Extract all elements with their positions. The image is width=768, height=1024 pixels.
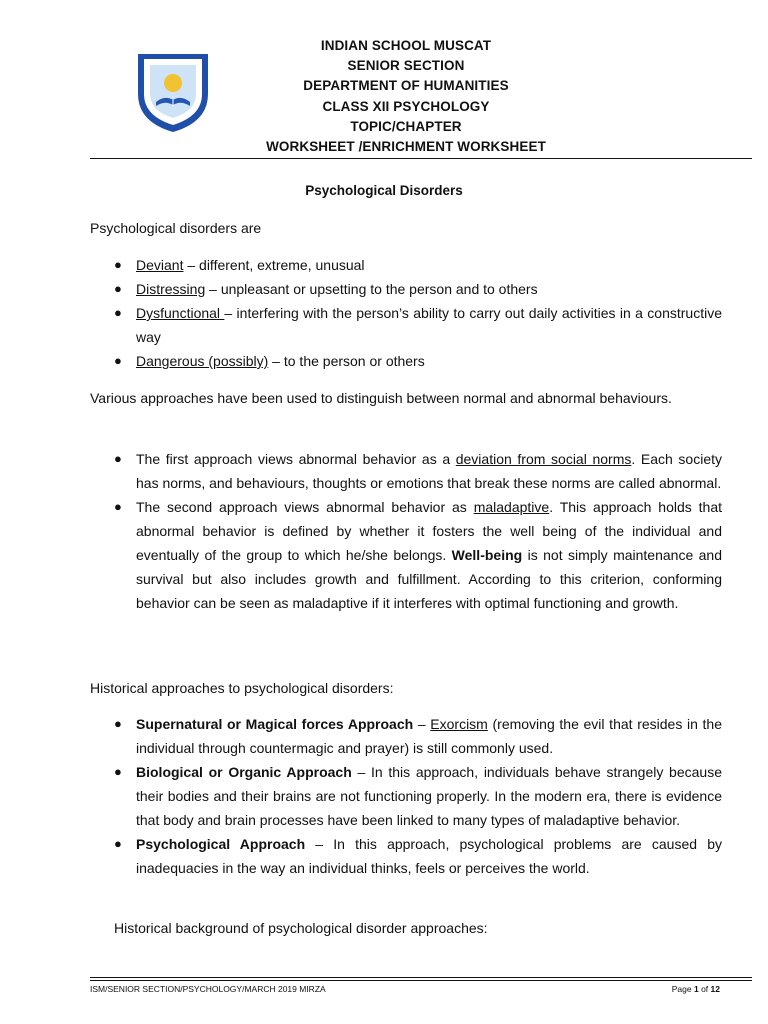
- list-item: ● Dysfunctional – interfering with the person’s ability to carry out daily activities in a constructive way: [90, 301, 722, 349]
- header-line-topic: TOPIC/CHAPTER: [350, 118, 462, 134]
- footer-divider-double: [90, 980, 752, 981]
- historical-list: [90, 712, 722, 880]
- header-line-department: DEPARTMENT OF HUMANITIES: [303, 78, 509, 94]
- list-item: ● The second approach views abnormal behavior as maladaptive. This approach holds that abnormal behavior is defined by whether it fosters the well being of the individual and eventually of the group to which he/she belongs. Well-being is not simply maintenance and survival but also includes growth and fulfillment. According to this criterion, conforming behavior can be seen as maladaptive if it interferes with optimal functioning and growth.: [90, 495, 722, 615]
- historical-heading: Historical approaches to psychological disorders:: [90, 680, 394, 696]
- list-item: ● The first approach views abnormal behavior as a deviation from social norms. Each society has norms, and behaviours, thoughts or emotions that break these norms are called abnormal.: [90, 447, 722, 495]
- bullet-icon: ●: [114, 836, 122, 851]
- list-item: ● Deviant – different, extreme, unusual: [90, 253, 722, 277]
- page-title: Psychological Disorders: [305, 183, 463, 198]
- background-heading: Historical background of psychological disorder approaches:: [114, 920, 488, 936]
- page-number: Page 1 of 12: [671, 984, 720, 994]
- intro-text: Psychological disorders are: [90, 220, 262, 236]
- bullet-icon: ●: [114, 451, 122, 466]
- list-item: ● Supernatural or Magical forces Approach – Exorcism (removing the evil that resides in the individual through countermagic and prayer) is still commonly used.: [90, 712, 722, 760]
- bullet-icon: ●: [114, 716, 122, 731]
- header-divider: [90, 158, 752, 159]
- approaches-intro: Various approaches have been used to distinguish between normal and abnormal behaviours.: [90, 390, 672, 406]
- header-line-class: CLASS XII PSYCHOLOGY: [322, 98, 490, 114]
- list-item: ● Biological or Organic Approach – In this approach, individuals behave strangely because their bodies and their brains are not functioning properly. In the modern era, there is evidence that body and brain processes have been linked to many types of maladaptive behavior.: [90, 760, 722, 832]
- school-crest-icon: [132, 50, 214, 134]
- header-line-section: SENIOR SECTION: [347, 58, 465, 74]
- bullet-icon: ●: [114, 305, 122, 320]
- header-line-school: INDIAN SCHOOL MUSCAT: [320, 38, 492, 53]
- footer-left: ISM/SENIOR SECTION/PSYCHOLOGY/MARCH 2019 MIRZA: [90, 984, 326, 994]
- bullet-icon: ●: [114, 499, 122, 514]
- approaches-list: [90, 447, 722, 615]
- bullet-icon: ●: [114, 353, 122, 368]
- footer-divider: [90, 977, 752, 978]
- list-item: ● Distressing – unpleasant or upsetting to the person and to others: [90, 277, 722, 301]
- list-item: ● Psychological Approach – In this approach, psychological problems are caused by inadequacies in the way an individual thinks, feels or perceives the world.: [90, 832, 722, 880]
- school-logo: [132, 50, 214, 134]
- bullet-icon: ●: [114, 257, 122, 272]
- header-line-worksheet: WORKSHEET /ENRICHMENT WORKSHEET: [266, 139, 546, 155]
- bullet-icon: ●: [114, 281, 122, 296]
- list-item: ● Dangerous (possibly) – to the person or others: [90, 349, 722, 373]
- bullet-icon: ●: [114, 764, 122, 779]
- document-header: [240, 36, 572, 157]
- criteria-list: [90, 253, 722, 373]
